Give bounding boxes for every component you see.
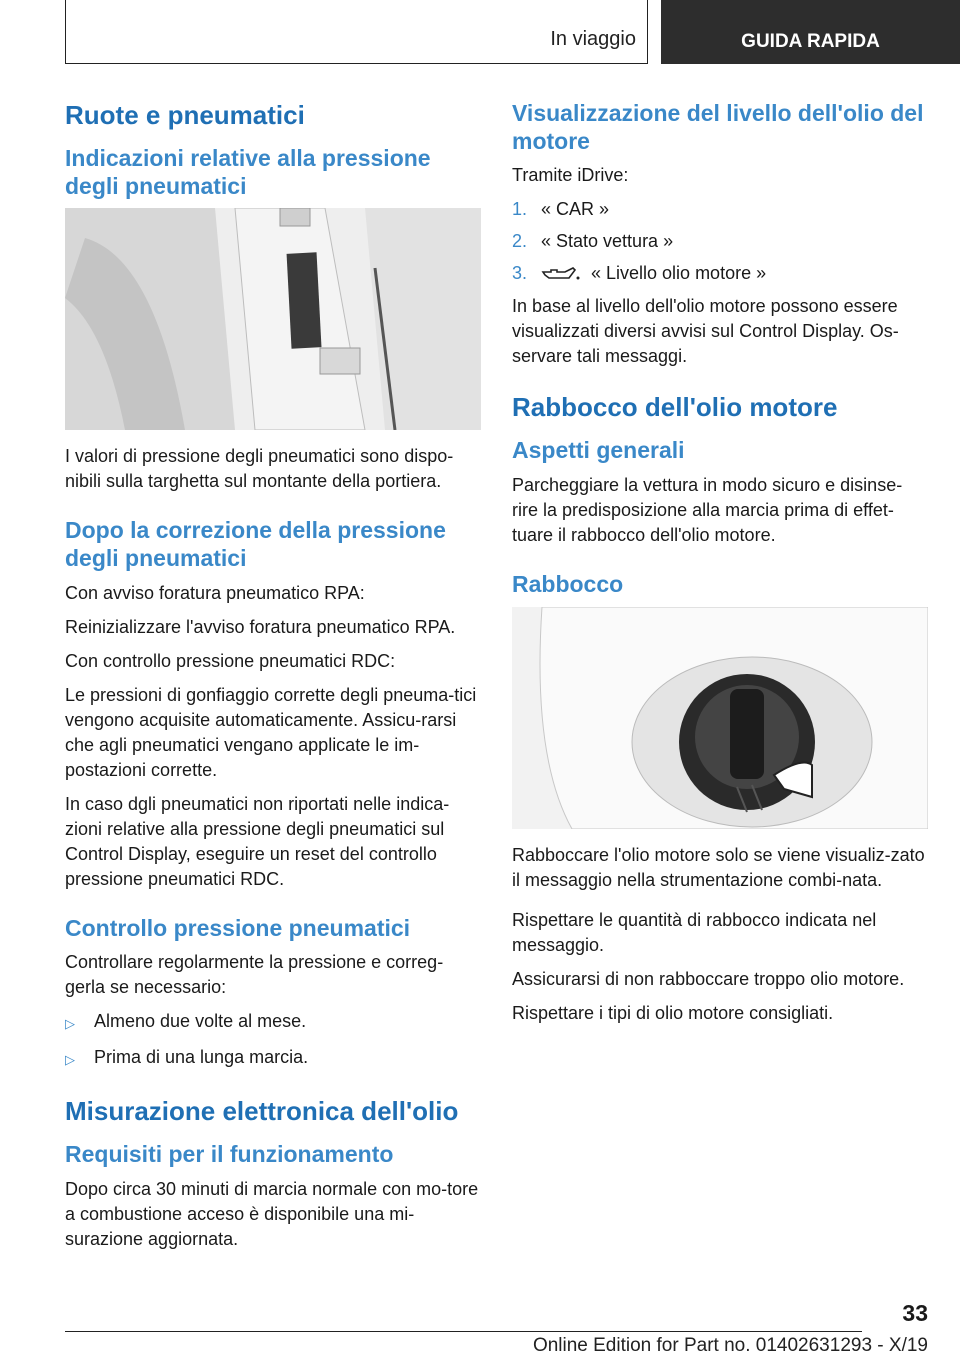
text-rdc-reset: In caso dgli pneumatici non riportati nelle indica-zioni relative alla pressione degli pneumatici sul Control Display, eseguire un reset del controllo pressione pneumatici RDC.	[65, 793, 450, 889]
heading-topup: Rabbocco	[512, 570, 624, 597]
list-item: 3. « Livello olio motore »	[512, 263, 767, 284]
header-guide-label: GUIDA RAPIDA	[741, 31, 880, 52]
door-pillar-image	[65, 208, 481, 430]
list-item: ▷ Prima di una lunga marcia.	[65, 1045, 481, 1072]
header-guide-tab[interactable]	[661, 0, 960, 64]
text-rdc: Le pressioni di gonfiaggio corrette degli pneuma-tici vengono acquisite automaticamente. Assicu-rarsi che agli pneumatici vengano applicate le im-postazioni corrette.	[65, 684, 477, 780]
text-rpa-label: Con avviso foratura pneumatico RPA:	[65, 582, 365, 603]
text-idrive: Tramite iDrive:	[512, 165, 629, 186]
oil-cap-image	[512, 607, 928, 829]
heading-general: Aspetti generali	[512, 437, 685, 464]
triangle-bullet-icon: ▷	[65, 1052, 75, 1068]
heading-requirements: Requisiti per il funzionamento	[65, 1141, 394, 1168]
heading-oil-measurement: Misurazione elettronica dell'olio	[65, 1096, 459, 1127]
text-rpa: Reinizializzare l'avviso foratura pneumatico RPA.	[65, 616, 456, 637]
text-warnings: In base al livello dell'olio motore possono essere visualizzati diversi avvisi sul Control Display. Os-servare tali messaggi.	[512, 296, 899, 367]
text-topup-1: Rabboccare l'olio motore solo se viene visualiz-zato il messaggio nella strumentazione combi-nata.	[512, 844, 925, 890]
list-item: 2. « Stato vettura »	[512, 231, 674, 252]
text-general: Parcheggiare la vettura in modo sicuro e disinse-rire la predisposizione alla marcia prima di effet-tuare il rabbocco dell'olio motore.	[512, 474, 903, 545]
page-number: 33	[902, 1300, 928, 1326]
oil-cap-illustration	[512, 607, 928, 829]
heading-oil-display: Visualizzazione del livello dell'olio del motore	[512, 100, 924, 154]
right-column	[512, 100, 928, 1035]
heading-topup-oil: Rabbocco dell'olio motore	[512, 392, 838, 423]
footer-edition: Online Edition for Part no. 01402631293 - X/19	[532, 1335, 928, 1356]
text-requirements: Dopo circa 30 minuti di marcia normale con mo-tore a combustione acceso è disponibile una mi-surazione aggiornata.	[65, 1178, 479, 1249]
list-item: 1. « CAR »	[512, 199, 610, 220]
left-column	[65, 100, 481, 1261]
triangle-bullet-icon: ▷	[65, 1016, 75, 1032]
footer-divider	[65, 1331, 862, 1332]
text-rdc-label: Con controllo pressione pneumatici RDC:	[65, 650, 396, 671]
heading-after-correction: Dopo la correzione della pressione degli pneumatici	[65, 517, 446, 571]
heading-wheels: Ruote e pneumatici	[65, 100, 305, 130]
text-pressure-check: Controllare regolarmente la pressione e correg-gerla se necessario:	[65, 952, 444, 998]
text-topup-3: Assicurarsi di non rabboccare troppo olio motore.	[512, 968, 905, 989]
oil-can-icon	[541, 266, 581, 282]
text-pressure-info: I valori di pressione degli pneumatici sono dispo-nibili sulla targhetta sul montante della portiera.	[65, 446, 454, 492]
text-topup-4: Rispettare i tipi di olio motore consigliati.	[512, 1002, 834, 1023]
bullet-list	[65, 1009, 481, 1072]
door-pillar-illustration	[65, 208, 481, 430]
header-section-title: In viaggio	[550, 28, 636, 50]
list-item: ▷ Almeno due volte al mese.	[65, 1009, 481, 1036]
text-topup-2: Rispettare le quantità di rabbocco indicata nel messaggio.	[512, 909, 877, 955]
heading-pressure-check: Controllo pressione pneumatici	[65, 914, 411, 941]
heading-pressure-info: Indicazioni relative alla pressione degli pneumatici	[65, 145, 431, 199]
steps-list	[512, 197, 928, 286]
